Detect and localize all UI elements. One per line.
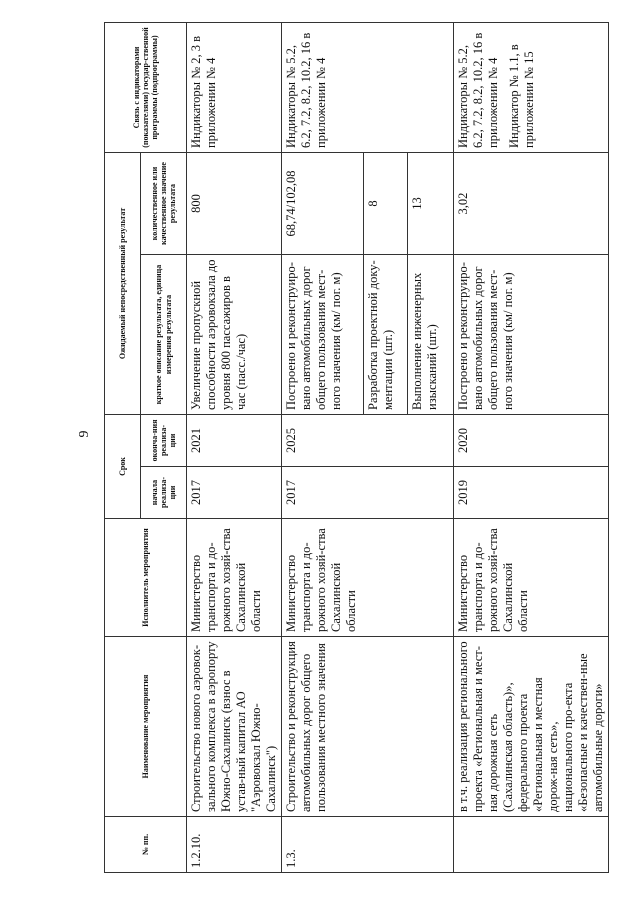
header-result-value: количественное или качественное значение результата (141, 153, 187, 255)
table-row (187, 23, 282, 873)
table-row (454, 23, 609, 873)
table-row (282, 23, 364, 873)
row-links (454, 23, 609, 153)
row-start: 2017 (187, 467, 282, 519)
document-sheet (104, 23, 605, 873)
row-start: 2019 (454, 467, 609, 519)
row-result-desc: Разработка проектной доку-ментации (шт.) (364, 255, 408, 415)
header-result: Ожидаемый непосредственный результат (105, 153, 141, 415)
row-links (282, 23, 454, 153)
header-links: Связь с индикаторами (показателями) государ-ственной программы (подпрограммы) (105, 23, 187, 153)
row-name: Строительство нового аэровок-зального комплекса в аэропорту Южно-Сахалинск (взнос в устав-ный капитал АО "Аэровокзал Южно-Сахалинск") (187, 637, 282, 817)
header-executor: Исполнитель мероприятия (105, 519, 187, 637)
row-result-value: 68,74/102,08 (282, 153, 364, 255)
row-num (454, 817, 609, 873)
header-name: Наименование мероприятия (105, 637, 187, 817)
row-link: Индикатор № 1.1, в приложении № 15 (507, 44, 536, 148)
measures-table (104, 22, 609, 873)
row-executor: Министерство транспорта и до-рожного хозяй-ства Сахалинской области (282, 519, 454, 637)
header-term: Срок (105, 415, 141, 519)
header-term-end: оконча-ния реализа-ции (141, 415, 187, 467)
row-executor: Министерство транспорта и до-рожного хозяй-ства Сахалинской области (187, 519, 282, 637)
row-num: 1.2.10. (187, 817, 282, 873)
row-result-desc: Построено и реконструиро-вано автомобильных дорог общего пользования мест-ного значения (км/ пог. м) (454, 255, 609, 415)
header-num: № пп. (105, 817, 187, 873)
row-name: Строительство и реконструкция автомобильных дорог общего пользования местного значения (282, 637, 454, 817)
row-link: Индикаторы № 5.2, 6.2, 7.2, 8.2, 10.2, 16 в приложении № 4 (284, 32, 328, 148)
page-number: 9 (77, 430, 92, 438)
row-result-value: 13 (408, 153, 454, 255)
row-start: 2017 (282, 467, 454, 519)
row-link: Индикаторы № 5.2, 6.2, 7.2, 8.2, 10.2, 16 в приложении № 4 (456, 32, 500, 148)
row-executor: Министерство транспорта и до-рожного хозяй-ства Сахалинской области (454, 519, 609, 637)
row-end: 2025 (282, 415, 454, 467)
row-links (187, 23, 282, 153)
header-term-start: начала реализа-ции (141, 467, 187, 519)
row-result-desc: Выполнение инженерных изысканий (шт.) (408, 255, 454, 415)
row-end: 2021 (187, 415, 282, 467)
header-result-desc: краткое описание результата, единица измерения результата (141, 255, 187, 415)
row-result-desc: Построено и реконструиро-вано автомобильных дорог общего пользования мест-ного значения (км/ пог. м) (282, 255, 364, 415)
row-result-value: 800 (187, 153, 282, 255)
row-end: 2020 (454, 415, 609, 467)
row-result-desc: Увеличение пропускной способности аэровокзала до уровня 800 пассажиров в час (пасс./час) (187, 255, 282, 415)
row-result-value: 3,02 (454, 153, 609, 255)
row-name: в т.ч. реализация регионального проекта «Региональная и мест-ная дорожная сеть (Сахалинская область)», федерального проекта «Региональная и местная дорож-ная сеть», национального про-екта «Безопасные и качествен-ные автомобильные дороги» (454, 637, 609, 817)
row-num: 1.3. (282, 817, 454, 873)
row-result-value: 8 (364, 153, 408, 255)
row-link: Индикаторы № 2, 3 в приложении № 4 (189, 35, 218, 148)
